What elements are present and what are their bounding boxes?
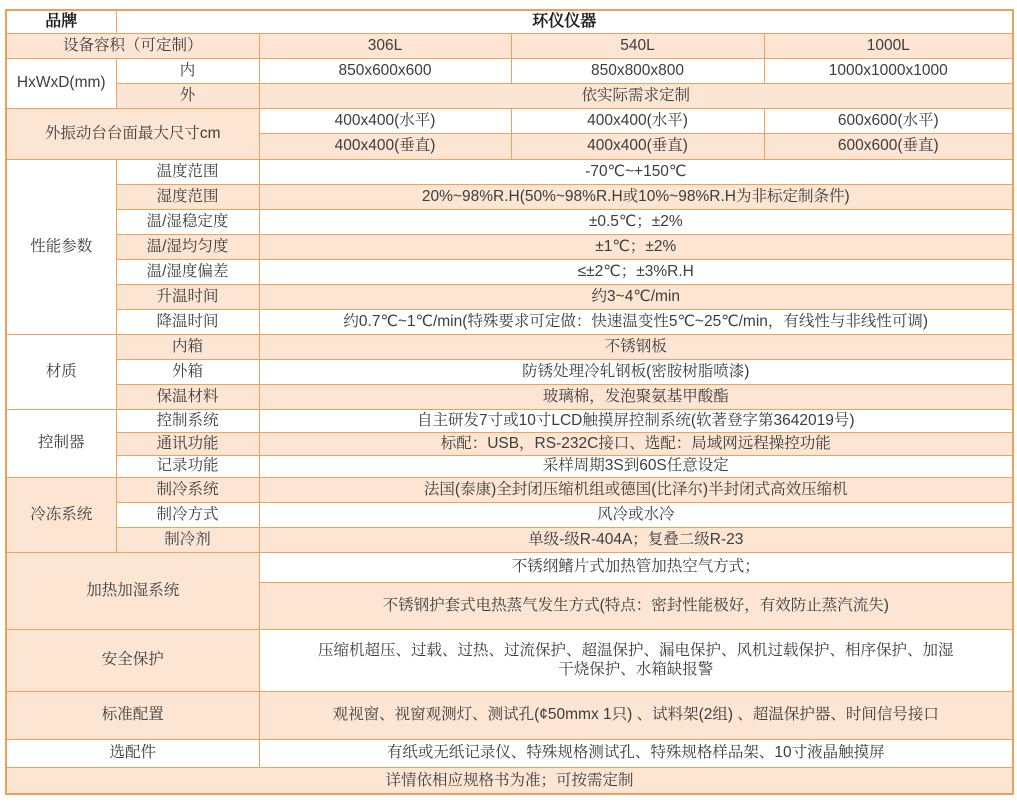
heating-line-1: 不锈纲鳍片式加热管加热空气方式； bbox=[259, 552, 1013, 582]
perf-row-value: ±0.5℃；±2% bbox=[259, 209, 1013, 234]
dims-label: HxWxD(mm) bbox=[6, 58, 116, 108]
optional-value: 有纸或无纸记录仪、特殊规格测试孔、特殊规格样品架、10寸液晶触摸屏 bbox=[259, 739, 1013, 767]
volume-1000: 1000L bbox=[764, 33, 1013, 58]
vibration-v-2: 400x400(垂直) bbox=[511, 133, 764, 159]
brand-value: 环仪仪器 bbox=[116, 10, 1013, 33]
vibration-label: 外振动台台面最大尺寸cm bbox=[6, 108, 259, 159]
controller-label: 控制器 bbox=[6, 409, 116, 477]
brand-label: 品牌 bbox=[6, 10, 116, 33]
dims-outer-value: 依实际需求定制 bbox=[259, 83, 1013, 108]
safety-value-text: 压缩机超压、过载、过热、过流保护、超温保护、漏电保护、风机过载保护、相序保护、加湿干烧保护、水箱缺报警 bbox=[317, 641, 954, 678]
refrigeration-row-value: 单级-级R-404A；复叠二级R-23 bbox=[259, 527, 1013, 552]
footer-note: 详情依相应规格书为准；可按需定制 bbox=[6, 767, 1013, 794]
dims-inner-2: 850x800x800 bbox=[511, 58, 764, 83]
vibration-v-1: 400x400(垂直) bbox=[259, 133, 511, 159]
perf-row-value: 20%~98%R.H(50%~98%R.H或10%~98%R.H为非标定制条件) bbox=[259, 184, 1013, 209]
material-label: 材质 bbox=[6, 334, 116, 409]
dims-inner-1: 850x600x600 bbox=[259, 58, 511, 83]
refrigeration-row-value: 风冷或水冷 bbox=[259, 502, 1013, 527]
dims-inner-label: 内 bbox=[116, 58, 259, 83]
controller-row-name: 控制系统 bbox=[116, 409, 259, 432]
perf-row-value: ≤±2℃；±3%R.H bbox=[259, 259, 1013, 284]
standard-label: 标准配置 bbox=[6, 691, 259, 739]
perf-row-name: 升温时间 bbox=[116, 284, 259, 309]
vibration-h-1: 400x400(水平) bbox=[259, 108, 511, 133]
perf-row-name: 温/湿度偏差 bbox=[116, 259, 259, 284]
material-row-value: 防锈处理冷轧钢板(密胺树脂喷漆) bbox=[259, 359, 1013, 384]
refrigeration-row-name: 制冷方式 bbox=[116, 502, 259, 527]
safety-value bbox=[259, 629, 1013, 691]
controller-row-value: 采样周期3S到60S任意设定 bbox=[259, 455, 1013, 477]
heating-line-2: 不锈钢护套式电热蒸气发生方式(特点：密封性能极好，有效防止蒸汽流失) bbox=[259, 582, 1013, 629]
material-row-name: 外箱 bbox=[116, 359, 259, 384]
material-row-value: 玻璃棉，发泡聚氨基甲酸酯 bbox=[259, 384, 1013, 409]
volume-label: 设备容积（可定制） bbox=[6, 33, 259, 58]
refrigeration-row-name: 制冷剂 bbox=[116, 527, 259, 552]
vibration-h-2: 400x400(水平) bbox=[511, 108, 764, 133]
dims-outer-label: 外 bbox=[116, 83, 259, 108]
refrigeration-label: 冷冻系统 bbox=[6, 477, 116, 552]
volume-306: 306L bbox=[259, 33, 511, 58]
controller-row-value: 自主研发7寸或10寸LCD触摸屏控制系统(软著登字第3642019号) bbox=[259, 409, 1013, 432]
perf-row-name: 降温时间 bbox=[116, 309, 259, 334]
optional-label: 选配件 bbox=[6, 739, 259, 767]
standard-value: 观视窗、视窗观测灯、测试孔(¢50mmx 1只) 、试料架(2组) 、超温保护器、时间信号接口 bbox=[259, 691, 1013, 739]
perf-row-name: 温/湿稳定度 bbox=[116, 209, 259, 234]
heating-label: 加热加湿系统 bbox=[6, 552, 259, 629]
controller-row-value: 标配：USB，RS-232C接口、选配：局域网远程操控功能 bbox=[259, 432, 1013, 455]
material-row-name: 内箱 bbox=[116, 334, 259, 359]
perf-row-value: 约3~4℃/min bbox=[259, 284, 1013, 309]
perf-row-value: 约0.7℃~1℃/min(特殊要求可定做：快速温变性5℃~25℃/min，有线性与非线性可调) bbox=[259, 309, 1013, 334]
vibration-h-3: 600x600(水平) bbox=[764, 108, 1013, 133]
material-row-name: 保温材料 bbox=[116, 384, 259, 409]
perf-row-name: 温/湿均匀度 bbox=[116, 234, 259, 259]
perf-row-name: 湿度范围 bbox=[116, 184, 259, 209]
safety-label: 安全保护 bbox=[6, 629, 259, 691]
controller-row-name: 通讯功能 bbox=[116, 432, 259, 455]
refrigeration-row-name: 制冷系统 bbox=[116, 477, 259, 502]
perf-row-value: -70℃~+150℃ bbox=[259, 159, 1013, 184]
refrigeration-row-value: 法国(泰康)全封闭压缩机组或德国(比泽尔)半封闭式高效压缩机 bbox=[259, 477, 1013, 502]
perf-row-value: ±1℃；±2% bbox=[259, 234, 1013, 259]
material-row-value: 不锈钢板 bbox=[259, 334, 1013, 359]
controller-row-name: 记录功能 bbox=[116, 455, 259, 477]
perf-row-name: 温度范围 bbox=[116, 159, 259, 184]
dims-inner-3: 1000x1000x1000 bbox=[764, 58, 1013, 83]
vibration-v-3: 600x600(垂直) bbox=[764, 133, 1013, 159]
spec-table bbox=[5, 9, 1014, 795]
performance-label: 性能参数 bbox=[6, 159, 116, 334]
volume-540: 540L bbox=[511, 33, 764, 58]
